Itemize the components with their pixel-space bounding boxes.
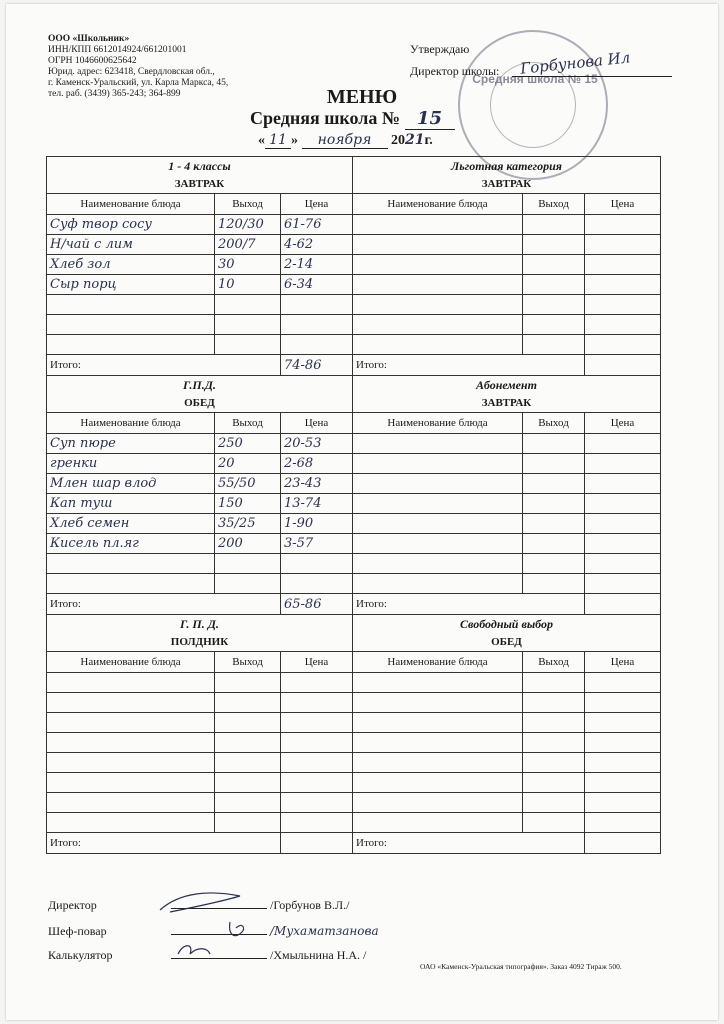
- dish-output-cell: [523, 514, 585, 534]
- dish-name-cell: [353, 673, 523, 693]
- section-title-row: [47, 615, 661, 634]
- total-row: [47, 594, 661, 615]
- calc-signature-mark: [178, 946, 210, 954]
- dish-price-cell: [585, 514, 661, 534]
- dish-price-cell: [585, 215, 661, 235]
- section-title-row: [47, 376, 661, 395]
- dish-name-cell: [353, 315, 523, 335]
- section-meal-left: ЗАВТРАК: [47, 175, 353, 194]
- dish-name-cell: [353, 454, 523, 474]
- org-address-1: Юрид. адрес: 623418, Свердловская обл.,: [48, 67, 215, 77]
- total-label-right: Итого:: [353, 355, 585, 376]
- dish-output-cell: 55/50: [215, 474, 281, 494]
- dish-name-cell: Кисель пл.яг: [47, 534, 215, 554]
- date-day: 11: [265, 132, 291, 149]
- table-row: [47, 713, 661, 733]
- org-name: ООО «Школьник»: [48, 34, 130, 44]
- col-header-name: Наименование блюда: [353, 652, 523, 673]
- dish-output-cell: 120/30: [215, 215, 281, 235]
- dish-output-cell: 30: [215, 255, 281, 275]
- dish-output-cell: [523, 215, 585, 235]
- section-title-row: [47, 157, 661, 176]
- menu-table: [46, 156, 661, 854]
- table-row: [47, 215, 661, 235]
- dish-output-cell: 250: [215, 434, 281, 454]
- total-value-left: [281, 833, 353, 854]
- dish-price-cell: [585, 673, 661, 693]
- section-meal-right: ЗАВТРАК: [353, 394, 661, 413]
- col-header-out: Выход: [215, 652, 281, 673]
- approve-label: Утверждаю: [410, 42, 470, 56]
- dish-price-cell: [281, 713, 353, 733]
- dish-name-cell: [353, 335, 523, 355]
- menu-date: [258, 132, 433, 149]
- dish-name-cell: Хлеб семен: [47, 514, 215, 534]
- director-signature-mark: [160, 893, 240, 912]
- table-row: [47, 693, 661, 713]
- dish-name-cell: [353, 235, 523, 255]
- signature-scribbles: [150, 882, 270, 972]
- table-row: [47, 335, 661, 355]
- dish-output-cell: [523, 733, 585, 753]
- col-header-name: Наименование блюда: [353, 413, 523, 434]
- dish-output-cell: [215, 315, 281, 335]
- dish-name-cell: [47, 793, 215, 813]
- dish-price-cell: [585, 295, 661, 315]
- dish-price-cell: [585, 554, 661, 574]
- dish-price-cell: 13-74: [281, 494, 353, 514]
- total-value-left: 74-86: [281, 355, 353, 376]
- dish-output-cell: [523, 673, 585, 693]
- dish-price-cell: [281, 813, 353, 833]
- dish-name-cell: [353, 534, 523, 554]
- table-row: [47, 295, 661, 315]
- dish-name-cell: [353, 733, 523, 753]
- dish-price-cell: [585, 733, 661, 753]
- date-quote-close: »: [291, 133, 298, 148]
- dish-output-cell: [523, 534, 585, 554]
- dish-price-cell: 6-34: [281, 275, 353, 295]
- org-inn: ИНН/КПП 6612014924/661201001: [48, 45, 187, 55]
- dish-output-cell: 200/7: [215, 235, 281, 255]
- dish-price-cell: 4-62: [281, 235, 353, 255]
- dish-output-cell: [523, 315, 585, 335]
- dish-price-cell: [585, 713, 661, 733]
- section-meal-right: ЗАВТРАК: [353, 175, 661, 194]
- total-label-left: Итого:: [47, 355, 281, 376]
- col-header-out: Выход: [523, 413, 585, 434]
- section-meal-right: ОБЕД: [353, 633, 661, 652]
- total-label-left: Итого:: [47, 594, 281, 615]
- col-header-out: Выход: [215, 413, 281, 434]
- dish-price-cell: [281, 693, 353, 713]
- dish-name-cell: Хлеб зол: [47, 255, 215, 275]
- section-title-right: Льготная категория: [353, 157, 661, 176]
- dish-name-cell: [353, 255, 523, 275]
- org-phone: тел. раб. (3439) 365-243; 364-899: [48, 89, 181, 99]
- dish-price-cell: [585, 753, 661, 773]
- dish-name-cell: Млен шар влод: [47, 474, 215, 494]
- dish-name-cell: [353, 275, 523, 295]
- dish-price-cell: [585, 434, 661, 454]
- dish-name-cell: [47, 753, 215, 773]
- dish-name-cell: [47, 315, 215, 335]
- dish-price-cell: 20-53: [281, 434, 353, 454]
- section-title-left: Г. П. Д.: [47, 615, 353, 634]
- dish-price-cell: [281, 295, 353, 315]
- col-header-price: Цена: [281, 413, 353, 434]
- table-row: [47, 733, 661, 753]
- director-signature: Горбунова Ил: [519, 48, 632, 78]
- section-meal-row: [47, 633, 661, 652]
- date-year-suffix: 21: [405, 132, 425, 148]
- dish-output-cell: [215, 295, 281, 315]
- dish-price-cell: [585, 793, 661, 813]
- dish-name-cell: [353, 554, 523, 574]
- dish-output-cell: [523, 454, 585, 474]
- dish-name-cell: [353, 813, 523, 833]
- table-row: [47, 235, 661, 255]
- col-header-name: Наименование блюда: [47, 194, 215, 215]
- dish-name-cell: [353, 514, 523, 534]
- dish-name-cell: [47, 673, 215, 693]
- table-row: [47, 753, 661, 773]
- calc-role: Калькулятор: [48, 948, 113, 962]
- dish-price-cell: [281, 773, 353, 793]
- dish-name-cell: [47, 574, 215, 594]
- chef-signature-mark: [230, 922, 244, 936]
- date-month: ноября: [302, 132, 388, 149]
- dish-output-cell: [523, 275, 585, 295]
- table-row: [47, 813, 661, 833]
- dish-name-cell: [353, 693, 523, 713]
- dish-name-cell: [47, 295, 215, 315]
- dish-price-cell: [585, 315, 661, 335]
- col-header-out: Выход: [523, 194, 585, 215]
- dish-output-cell: [523, 773, 585, 793]
- chef-name: /Мухаматзанова: [270, 924, 379, 938]
- section-title-left: Г.П.Д.: [47, 376, 353, 395]
- dish-price-cell: [281, 793, 353, 813]
- dish-output-cell: 20: [215, 454, 281, 474]
- total-value-right: [585, 833, 661, 854]
- dish-name-cell: гренки: [47, 454, 215, 474]
- section-title-left: 1 - 4 классы: [47, 157, 353, 176]
- dish-price-cell: [281, 554, 353, 574]
- total-label-right: Итого:: [353, 833, 585, 854]
- table-row: [47, 793, 661, 813]
- dish-name-cell: [47, 554, 215, 574]
- section-title-right: Свободный выбор: [353, 615, 661, 634]
- table-row: [47, 454, 661, 474]
- section-title-right: Абонемент: [353, 376, 661, 395]
- dish-name-cell: [353, 753, 523, 773]
- dish-name-cell: [353, 574, 523, 594]
- dish-price-cell: [585, 693, 661, 713]
- table-row: [47, 494, 661, 514]
- dish-price-cell: 61-76: [281, 215, 353, 235]
- dish-output-cell: 150: [215, 494, 281, 514]
- col-header-name: Наименование блюда: [353, 194, 523, 215]
- school-title-prefix: Средняя школа №: [250, 108, 400, 128]
- school-title: [250, 108, 455, 130]
- total-value-right: [585, 355, 661, 376]
- col-header-price: Цена: [585, 413, 661, 434]
- dish-output-cell: 10: [215, 275, 281, 295]
- dish-output-cell: [523, 793, 585, 813]
- dish-price-cell: [585, 494, 661, 514]
- section-meal-left: ОБЕД: [47, 394, 353, 413]
- dish-output-cell: [523, 255, 585, 275]
- director-role: Директор: [48, 898, 97, 912]
- section-meal-left: ПОЛДНИК: [47, 633, 353, 652]
- table-row: [47, 434, 661, 454]
- total-row: [47, 833, 661, 854]
- dish-price-cell: [585, 275, 661, 295]
- dish-name-cell: [47, 813, 215, 833]
- table-row: [47, 474, 661, 494]
- col-header-out: Выход: [215, 194, 281, 215]
- dish-price-cell: [281, 315, 353, 335]
- total-label-left: Итого:: [47, 833, 281, 854]
- dish-price-cell: [585, 255, 661, 275]
- col-header-name: Наименование блюда: [47, 413, 215, 434]
- dish-output-cell: [215, 673, 281, 693]
- dish-output-cell: [523, 335, 585, 355]
- table-row: [47, 554, 661, 574]
- dish-output-cell: [215, 753, 281, 773]
- dish-price-cell: [585, 335, 661, 355]
- dish-name-cell: [353, 793, 523, 813]
- dish-output-cell: [215, 574, 281, 594]
- school-number: 15: [405, 108, 455, 130]
- dish-name-cell: Н/чай с лим: [47, 235, 215, 255]
- dish-price-cell: [281, 673, 353, 693]
- table-row: [47, 275, 661, 295]
- dish-price-cell: 2-14: [281, 255, 353, 275]
- dish-output-cell: [215, 335, 281, 355]
- dish-name-cell: [353, 494, 523, 514]
- dish-price-cell: [585, 574, 661, 594]
- col-header-price: Цена: [585, 194, 661, 215]
- col-header-price: Цена: [281, 194, 353, 215]
- section-meal-row: [47, 394, 661, 413]
- dish-price-cell: [585, 474, 661, 494]
- col-header-name: Наименование блюда: [47, 652, 215, 673]
- dish-output-cell: [523, 474, 585, 494]
- dish-name-cell: [353, 773, 523, 793]
- col-header-price: Цена: [585, 652, 661, 673]
- col-header-out: Выход: [523, 652, 585, 673]
- dish-price-cell: [585, 534, 661, 554]
- dish-output-cell: [523, 713, 585, 733]
- dish-name-cell: [47, 733, 215, 753]
- total-label-right: Итого:: [353, 594, 585, 615]
- chef-role: Шеф-повар: [48, 924, 107, 938]
- dish-output-cell: [215, 773, 281, 793]
- calc-name: /Хмыльнина Н.А. /: [270, 948, 367, 962]
- table-row: [47, 673, 661, 693]
- dish-price-cell: [585, 773, 661, 793]
- director-name: /Горбунов В.Л./: [270, 898, 350, 912]
- dish-output-cell: [215, 733, 281, 753]
- dish-output-cell: [215, 813, 281, 833]
- dish-price-cell: [281, 574, 353, 594]
- dish-name-cell: Сыр порц: [47, 275, 215, 295]
- table-row: [47, 255, 661, 275]
- date-year-prefix: 20: [391, 133, 405, 148]
- stamp-text: Средняя школа № 15: [472, 72, 598, 86]
- column-header-row: [47, 194, 661, 215]
- dish-name-cell: [353, 713, 523, 733]
- dish-name-cell: [47, 713, 215, 733]
- col-header-price: Цена: [281, 652, 353, 673]
- dish-output-cell: [523, 434, 585, 454]
- dish-output-cell: 200: [215, 534, 281, 554]
- dish-price-cell: 2-68: [281, 454, 353, 474]
- section-meal-row: [47, 175, 661, 194]
- dish-output-cell: [523, 494, 585, 514]
- total-row: [47, 355, 661, 376]
- dish-output-cell: [215, 693, 281, 713]
- dish-price-cell: [585, 454, 661, 474]
- date-suffix: г.: [424, 133, 433, 148]
- table-row: [47, 514, 661, 534]
- dish-output-cell: 35/25: [215, 514, 281, 534]
- printer-note: ОАО «Каменск-Уральская типография». Заказ 4092 Тираж 500.: [420, 962, 622, 971]
- total-value-right: [585, 594, 661, 615]
- dish-name-cell: [353, 295, 523, 315]
- dish-output-cell: [523, 574, 585, 594]
- dish-price-cell: [585, 235, 661, 255]
- dish-name-cell: [47, 335, 215, 355]
- table-row: [47, 773, 661, 793]
- dish-name-cell: [47, 693, 215, 713]
- dish-price-cell: [281, 335, 353, 355]
- dish-output-cell: [523, 693, 585, 713]
- dish-name-cell: [353, 474, 523, 494]
- table-row: [47, 534, 661, 554]
- dish-name-cell: [47, 773, 215, 793]
- dish-name-cell: [353, 434, 523, 454]
- date-quote-open: «: [258, 133, 265, 148]
- dish-output-cell: [523, 753, 585, 773]
- dish-name-cell: Суф твор сосу: [47, 215, 215, 235]
- dish-price-cell: [281, 733, 353, 753]
- dish-output-cell: [523, 813, 585, 833]
- dish-output-cell: [523, 554, 585, 574]
- dish-name-cell: [353, 215, 523, 235]
- column-header-row: [47, 413, 661, 434]
- director-approve-label: Директор школы:: [410, 64, 500, 78]
- dish-output-cell: [215, 713, 281, 733]
- dish-name-cell: Суп пюре: [47, 434, 215, 454]
- table-row: [47, 574, 661, 594]
- column-header-row: [47, 652, 661, 673]
- dish-price-cell: 23-43: [281, 474, 353, 494]
- dish-price-cell: [585, 813, 661, 833]
- total-value-left: 65-86: [281, 594, 353, 615]
- org-address-2: г. Каменск-Уральский, ул. Карла Маркса, 45,: [48, 78, 229, 88]
- dish-output-cell: [215, 554, 281, 574]
- org-ogrn: ОГРН 1046600625642: [48, 56, 137, 66]
- dish-price-cell: 1-90: [281, 514, 353, 534]
- page-title: МЕНЮ: [326, 86, 398, 108]
- dish-price-cell: 3-57: [281, 534, 353, 554]
- dish-output-cell: [523, 235, 585, 255]
- dish-output-cell: [523, 295, 585, 315]
- dish-price-cell: [281, 753, 353, 773]
- table-row: [47, 315, 661, 335]
- dish-output-cell: [215, 793, 281, 813]
- dish-name-cell: Кап туш: [47, 494, 215, 514]
